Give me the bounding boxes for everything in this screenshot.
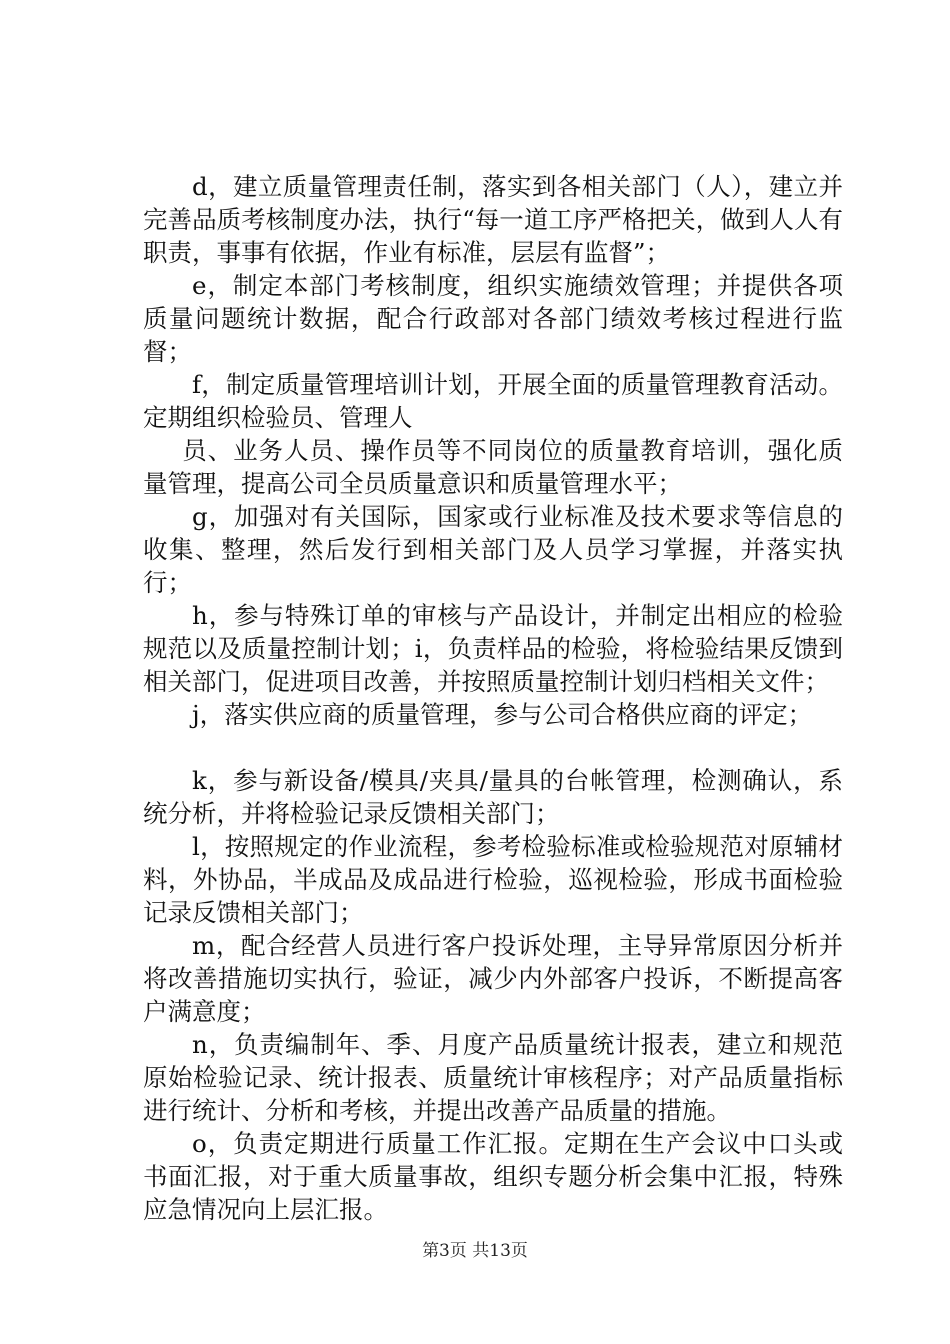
paragraph-n: n，负责编制年、季、月度产品质量统计报表，建立和规范原始检验记录、统计报表、质量统计审核程序；对产品质量指标进行统计、分析和考核，并提出改善产品质量的措施。 [143, 1030, 843, 1125]
paragraph-h-i: h，参与特殊订单的审核与产品设计，并制定出相应的检验规范以及质量控制计划；i，负责样品的检验，将检验结果反馈到相关部门，促进项目改善，并按照质量控制计划归档相关文件； [143, 601, 843, 696]
paragraph-f-continued: 员、业务人员、操作员等不同岗位的质量教育培训，强化质量管理，提高公司全员质量意识和质量管理水平； [143, 436, 843, 498]
document-body [143, 170, 843, 1226]
paragraph-e: e，制定本部门考核制度，组织实施绩效管理；并提供各项质量问题统计数据，配合行政部对各部门绩效考核过程进行监督； [143, 271, 843, 366]
paragraph-g: g，加强对有关国际，国家或行业标准及技术要求等信息的收集、整理，然后发行到相关部门及人员学习掌握，并落实执行； [143, 502, 843, 597]
paragraph-f: f，制定质量管理培训计划，开展全面的质量管理教育活动。定期组织检验员、管理人 [143, 370, 843, 432]
paragraph-m: m，配合经营人员进行客户投诉处理，主导异常原因分析并将改善措施切实执行，验证，减少内外部客户投诉，不断提高客户满意度； [143, 931, 843, 1026]
paragraph-spacer [143, 731, 843, 764]
paragraph-o: o，负责定期进行质量工作汇报。定期在生产会议中口头或书面汇报，对于重大质量事故，组织专题分析会集中汇报，特殊应急情况向上层汇报。 [143, 1129, 843, 1224]
paragraph-l: l，按照规定的作业流程，参考检验标准或检验规范对原辅材料，外协品，半成品及成品进行检验，巡视检验，形成书面检验记录反馈相关部门； [143, 832, 843, 927]
paragraph-j: j，落实供应商的质量管理，参与公司合格供应商的评定； [192, 700, 813, 729]
paragraph-k: k，参与新设备/模具/夹具/量具的台帐管理，检测确认，系统分析，并将检验记录反馈相关部门； [143, 766, 843, 828]
paragraph-d: d，建立质量管理责任制，落实到各相关部门（人），建立并完善品质考核制度办法，执行“每一道工序严格把关，做到人人有职责，事事有依据，作业有标准，层层有监督”； [143, 172, 843, 267]
page-number-footer: 第3页 共13页 [422, 1241, 528, 1261]
